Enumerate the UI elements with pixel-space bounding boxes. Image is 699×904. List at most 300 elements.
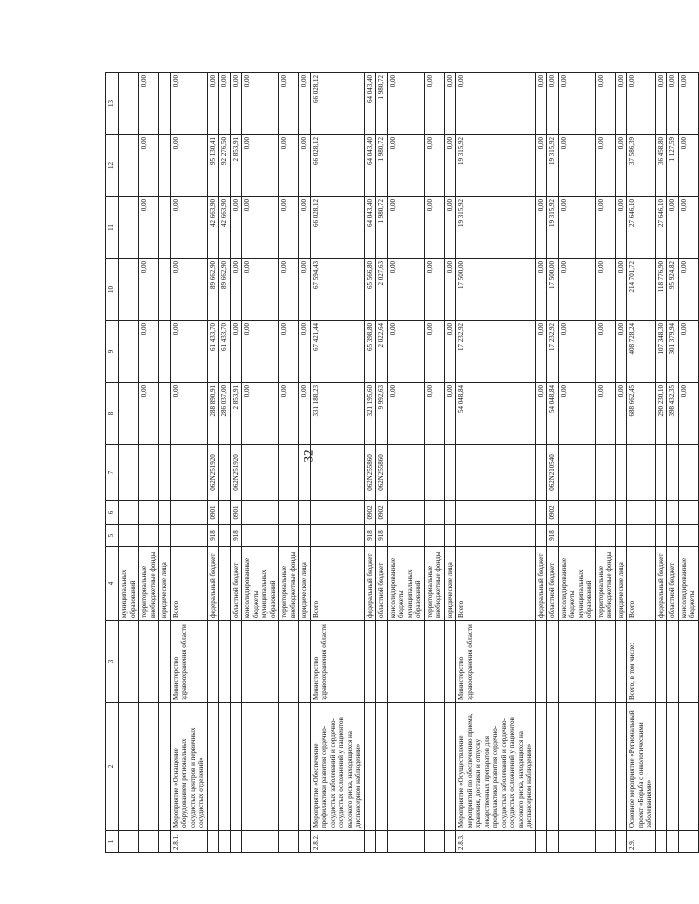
cell-value: 9 992,63 [376,383,388,445]
cell-value: 0,00 [387,259,424,321]
cell-value: 54 048,84 [456,383,536,445]
cell-value: 0,00 [424,259,444,321]
cell-value: 0,00 [595,197,615,259]
cell-value: 0,00 [615,321,627,383]
cell-value: 95 130,41 [207,135,219,197]
table-row [219,73,231,853]
column-header: 12 [106,135,119,197]
cell-c3 [387,621,424,703]
cell-c5 [119,525,139,547]
cell-c7 [667,445,679,501]
cell-c7 [159,445,171,501]
cell-c4: юридические лица [444,547,456,621]
cell-c4: областной бюджет [230,547,242,621]
cell-c1 [535,831,547,853]
cell-c5 [535,525,547,547]
cell-c4: консолидированные бюджеты муниципальных образований [387,547,424,621]
cell-c7 [678,445,698,501]
cell-c1 [655,831,667,853]
cell-value: 0,00 [444,383,456,445]
cell-value: 27 646,10 [627,197,656,259]
cell-c4: федеральный бюджет [364,547,376,621]
column-header: 10 [106,259,119,321]
cell-value: 2 853,91 [230,383,242,445]
table-row [444,73,456,853]
cell-value [159,197,171,259]
cell-c2 [387,703,424,831]
cell-value: 61 433,70 [219,321,231,383]
cell-c3 [279,621,299,703]
cell-value: 0,00 [615,73,627,135]
cell-value: 0,00 [667,73,679,135]
cell-c3 [230,621,242,703]
cell-c1: 2.8.1. [170,831,207,853]
cell-value: 0,00 [279,259,299,321]
cell-value: 0,00 [299,321,311,383]
cell-c5 [299,525,311,547]
cell-c6 [655,501,667,525]
cell-c3 [364,621,376,703]
table-body [119,73,699,853]
cell-value: 64 043,40 [364,135,376,197]
cell-value: 65 398,80 [364,321,376,383]
cell-value: 19 315,92 [456,197,536,259]
cell-value: 0,00 [627,73,656,135]
cell-value: 0,00 [242,383,279,445]
column-header: 9 [106,321,119,383]
cell-value: 2 853,91 [230,135,242,197]
cell-value: 0,00 [387,321,424,383]
cell-value: 0,00 [139,321,159,383]
cell-c3 [219,621,231,703]
table-row [376,73,388,853]
table-row [678,73,698,853]
column-header: 7 [106,445,119,501]
cell-value: 66 028,12 [310,135,364,197]
cell-value: 0,00 [444,259,456,321]
cell-c2 [655,703,667,831]
cell-c3 [299,621,311,703]
cell-c2 [207,703,219,831]
cell-c2: Мероприятие «Оснащение оборудованием региональных сосудистых центров и первичных сосудистых отделений» [170,703,207,831]
cell-c4: юридические лица [159,547,171,621]
cell-value: 0,00 [535,135,547,197]
table-row [655,73,667,853]
cell-c5 [678,525,698,547]
cell-value: 0,00 [444,321,456,383]
cell-c1 [615,831,627,853]
cell-value: 1 980,72 [376,197,388,259]
cell-c3 [139,621,159,703]
column-header: 5 [106,525,119,547]
cell-value: 0,00 [299,383,311,445]
cell-value: 0,00 [279,383,299,445]
cell-value [119,321,139,383]
cell-c7 [310,445,364,501]
cell-c2 [595,703,615,831]
cell-c3 [207,621,219,703]
cell-value: 0,00 [535,73,547,135]
cell-value: 67 421,44 [310,321,364,383]
cell-value: 0,00 [139,73,159,135]
cell-c4: консолидированные бюджеты муниципальных образований [558,547,595,621]
cell-c4: муниципальных образований [119,547,139,621]
cell-c5 [279,525,299,547]
column-header: 8 [106,383,119,445]
cell-c1 [230,831,242,853]
cell-c1 [119,831,139,853]
table-row [279,73,299,853]
cell-c4: областной бюджет [376,547,388,621]
cell-c4: территориальные внебюджетные фонды [139,547,159,621]
cell-c5 [558,525,595,547]
cell-value: 0,00 [444,197,456,259]
cell-c3 [424,621,444,703]
cell-value: 107 348,30 [655,321,667,383]
cell-c4: Всего [456,547,536,621]
cell-value: 0,00 [678,321,698,383]
cell-value: 0,00 [424,73,444,135]
cell-c7 [139,445,159,501]
cell-value: 0,00 [667,197,679,259]
cell-c3: Министерство здравоохранения области [456,621,536,703]
table-row [424,73,444,853]
cell-c4 [219,547,231,621]
table-row [387,73,424,853]
cell-c3 [558,621,595,703]
cell-value: 0,00 [678,197,698,259]
cell-c2 [119,703,139,831]
cell-value: 288 890,91 [207,383,219,445]
cell-c3: Всего, в том числе: [627,621,656,703]
cell-value: 0,00 [595,321,615,383]
cell-c6 [242,501,279,525]
cell-value [119,383,139,445]
cell-value: 89 662,90 [207,259,219,321]
cell-value: 54 048,84 [547,383,559,445]
cell-value: 0,00 [678,259,698,321]
cell-value: 0,00 [170,321,207,383]
table-row [535,73,547,853]
cell-value: 17 232,92 [456,321,536,383]
cell-value: 321 195,60 [364,383,376,445]
cell-c7 [535,445,547,501]
cell-c2 [230,703,242,831]
cell-c2 [279,703,299,831]
cell-value [119,135,139,197]
cell-value: 0,00 [299,73,311,135]
cell-value: 67 594,43 [310,259,364,321]
cell-c6 [444,501,456,525]
table-row [139,73,159,853]
table-row [558,73,595,853]
table-row [595,73,615,853]
column-header: 6 [106,501,119,525]
cell-c4: Всего [310,547,364,621]
cell-value: 0,00 [219,73,231,135]
cell-value: 2 022,64 [376,321,388,383]
cell-value: 19 315,92 [456,135,536,197]
cell-c7: 062N255860 [376,445,388,501]
cell-c6 [535,501,547,525]
cell-c2 [667,703,679,831]
cell-value: 17 500,00 [456,259,536,321]
cell-c7 [279,445,299,501]
cell-value: 0,00 [170,383,207,445]
cell-value: 0,00 [279,135,299,197]
cell-c2: Основное мероприятие «Региональный проект «Борьба с онкологическими заболеваниями» [627,703,656,831]
cell-c5 [655,525,667,547]
cell-value: 0,00 [615,383,627,445]
cell-c7 [456,445,536,501]
table-row [230,73,242,853]
cell-c7 [444,445,456,501]
cell-value: 0,00 [595,383,615,445]
cell-c6: 0901 [230,501,242,525]
cell-value: 0,00 [444,135,456,197]
cell-value: 1 980,72 [376,135,388,197]
cell-value: 64 043,40 [364,73,376,135]
cell-c2 [547,703,559,831]
cell-value [159,383,171,445]
cell-c1 [444,831,456,853]
cell-value: 0,00 [170,135,207,197]
cell-value: 0,00 [387,383,424,445]
cell-value: 0,00 [424,321,444,383]
cell-c5 [627,525,656,547]
cell-c3 [444,621,456,703]
column-header: 13 [106,73,119,135]
cell-value: 0,00 [279,321,299,383]
column-header: 2 [106,703,119,831]
cell-value: 0,00 [558,73,595,135]
cell-c7 [242,445,279,501]
cell-value: 0,00 [242,197,279,259]
cell-value: 0,00 [444,73,456,135]
cell-c2 [444,703,456,831]
table-row [547,73,559,853]
cell-c1 [376,831,388,853]
table-row [456,73,536,853]
cell-c5: 918 [376,525,388,547]
cell-c5 [595,525,615,547]
cell-c6 [170,501,207,525]
cell-c3: Министерство здравоохранения области [170,621,207,703]
cell-c1 [139,831,159,853]
cell-c2 [139,703,159,831]
cell-value: 0,00 [139,135,159,197]
cell-value: 0,00 [615,135,627,197]
cell-value: 0,00 [242,73,279,135]
cell-c6 [119,501,139,525]
cell-c6 [219,501,231,525]
cell-c7: 062N255860 [364,445,376,501]
cell-c6 [667,501,679,525]
table-row [364,73,376,853]
cell-value: 0,00 [558,259,595,321]
cell-c6 [627,501,656,525]
cell-value: 0,00 [535,383,547,445]
cell-c1 [219,831,231,853]
column-header: 4 [106,547,119,621]
cell-c5 [159,525,171,547]
cell-c2 [159,703,171,831]
cell-c7: 062N210540 [547,445,559,501]
cell-c1: 2.8.3. [456,831,536,853]
cell-c7: 062N251920 [230,445,242,501]
cell-c1 [364,831,376,853]
cell-c7: 062N251920 [207,445,219,501]
cell-value: 0,00 [558,135,595,197]
cell-c1: 2.9. [627,831,656,853]
cell-c4: юридические лица [299,547,311,621]
table-row [170,73,207,853]
cell-value: 37 586,39 [627,135,656,197]
cell-value: 0,00 [678,383,698,445]
cell-c3 [595,621,615,703]
cell-c4: консолидированные бюджеты муниципальных образований [242,547,279,621]
cell-c4: областной бюджет [667,547,679,621]
cell-value: 36 458,80 [655,135,667,197]
cell-value: 408 728,24 [627,321,656,383]
cell-value [159,259,171,321]
cell-value: 0,00 [655,73,667,135]
cell-c7 [170,445,207,501]
cell-value: 0,00 [139,259,159,321]
header-row [106,73,119,853]
cell-c4: территориальные внебюджетные фонды [279,547,299,621]
cell-c6: 0901 [207,501,219,525]
cell-value: 0,00 [535,197,547,259]
cell-value: 2 027,63 [376,259,388,321]
budget-table-rotated [105,73,696,853]
cell-c2: Мероприятие «Осуществление мероприятий по обеспечению приема, хранения, доставки и отпуску лекарственных препаратов для профилактики развития сердечно-сосудистых заболеваний и сердечно-сосудистых осложнений у пациентов высокого риска, находящихся на диспансерном наблюдении» [456,703,536,831]
cell-value [119,259,139,321]
cell-c1 [678,831,698,853]
cell-value: 0,00 [424,197,444,259]
cell-value: 0,00 [595,259,615,321]
table-row [667,73,679,853]
cell-c7 [387,445,424,501]
cell-c4: Всего [170,547,207,621]
cell-value: 66 028,12 [310,73,364,135]
cell-c3 [376,621,388,703]
cell-c6 [139,501,159,525]
cell-value: 89 662,90 [219,259,231,321]
table-row [242,73,279,853]
cell-value: 301 379,94 [667,321,679,383]
cell-c4: территориальные внебюджетные фонды [424,547,444,621]
cell-c7 [627,445,656,501]
cell-c1 [242,831,279,853]
cell-value: 1 980,72 [376,73,388,135]
cell-c7 [595,445,615,501]
cell-c6: 0902 [364,501,376,525]
cell-value: 0,00 [615,259,627,321]
cell-value: 42 663,90 [207,197,219,259]
cell-c7 [615,445,627,501]
cell-value: 0,00 [678,73,698,135]
cell-c3 [667,621,679,703]
cell-c1 [424,831,444,853]
cell-c7 [219,445,231,501]
cell-c5 [615,525,627,547]
cell-value: 0,00 [547,73,559,135]
cell-value: 0,00 [230,321,242,383]
cell-value: 92 276,50 [219,135,231,197]
cell-value: 0,00 [139,383,159,445]
cell-c5: 918 [230,525,242,547]
cell-value: 0,00 [535,321,547,383]
cell-c6 [615,501,627,525]
cell-value: 0,00 [230,197,242,259]
cell-c3 [615,621,627,703]
cell-value: 290 230,10 [655,383,667,445]
cell-value: 61 433,70 [207,321,219,383]
cell-value: 0,00 [456,73,536,135]
cell-c5 [444,525,456,547]
cell-value: 0,00 [615,197,627,259]
cell-value: 66 028,12 [310,197,364,259]
cell-c2 [242,703,279,831]
cell-c5 [219,525,231,547]
cell-value: 286 037,00 [219,383,231,445]
cell-value: 19 315,92 [547,197,559,259]
cell-value: 0,00 [170,259,207,321]
cell-value: 27 646,10 [655,197,667,259]
cell-value: 0,00 [242,135,279,197]
cell-c1 [547,831,559,853]
table-row [119,73,139,853]
cell-c6 [299,501,311,525]
cell-value: 17 232,92 [547,321,559,383]
cell-value: 0,00 [595,135,615,197]
page-number: 32 [300,449,316,463]
cell-value: 688 662,45 [627,383,656,445]
cell-c1 [667,831,679,853]
cell-c6 [678,501,698,525]
cell-c2 [376,703,388,831]
cell-value [159,321,171,383]
cell-c6 [279,501,299,525]
cell-value: 19 315,92 [547,135,559,197]
cell-value: 0,00 [230,259,242,321]
cell-c2 [219,703,231,831]
cell-c3: Министерство здравоохранения области [310,621,364,703]
column-header: 11 [106,197,119,259]
cell-c5 [667,525,679,547]
cell-c4: Всего [627,547,656,621]
cell-c3 [678,621,698,703]
cell-value: 0,00 [242,321,279,383]
cell-c1 [279,831,299,853]
cell-c4: федеральный бюджет [535,547,547,621]
cell-c5 [456,525,536,547]
cell-c5 [424,525,444,547]
table-row [299,73,311,853]
cell-value [119,197,139,259]
cell-value: 0,00 [279,197,299,259]
cell-c7 [655,445,667,501]
cell-c3 [535,621,547,703]
cell-value: 64 043,40 [364,197,376,259]
cell-value: 0,00 [279,73,299,135]
cell-c4: территориальные внебюджетные фонды [595,547,615,621]
cell-value: 42 663,90 [219,197,231,259]
cell-value [159,135,171,197]
cell-c5 [387,525,424,547]
cell-value: 0,00 [558,383,595,445]
